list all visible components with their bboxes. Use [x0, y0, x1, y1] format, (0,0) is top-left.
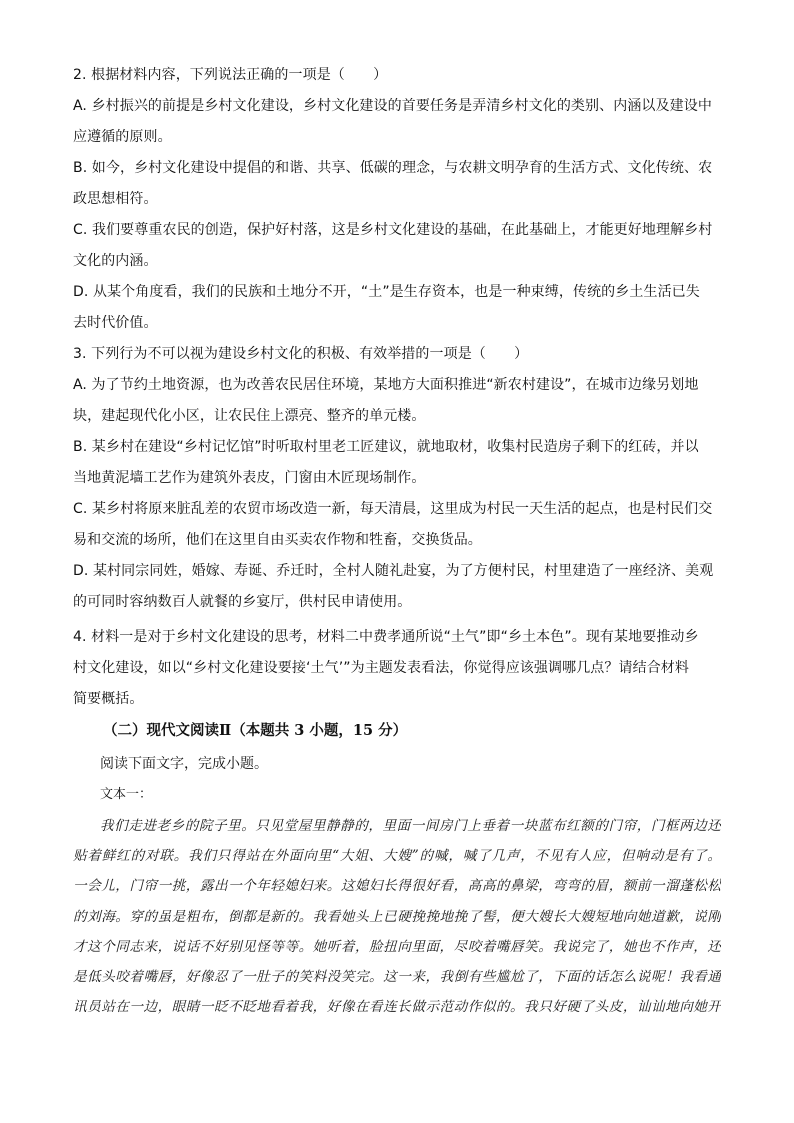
question-3-option-c: C. 某乡村将原来脏乱差的农贸市场改造一新，每天清晨，这里成为村民一天生活的起点，也是村民们交 — [73, 501, 713, 517]
question-2-option-a: A. 乡村振兴的前提是乡村文化建设，乡村文化建设的首要任务是弄清乡村文化的类别、内涵以及建设中 — [73, 98, 712, 114]
question-3-option-d-cont: 的可同时容纳数百人就餐的乡宴厅，供村民申请使用。 — [73, 594, 412, 610]
question-3 — [73, 339, 719, 618]
question-3-option-a-cont: 块，建起现代化小区，让农民住上漂亮、整齐的单元楼。 — [73, 408, 426, 424]
question-2-option-b: B. 如今，乡村文化建设中提倡的和谐、共享、低碳的理念，与农耕文明孕育的生活方式、文化传统、农 — [73, 160, 713, 176]
passage-line: 讯员站在一边，眼睛一眨不眨地看着我，好像在看连长做示范动作似的。我只好硬了头皮，讪讪地向她开 — [73, 999, 721, 1016]
question-3-option-a: A. 为了节约土地资源，也为改善农民居住环境，某地方大面积推进“新农村建设”，在城市边缘另划地 — [73, 377, 699, 393]
reading-passage — [73, 811, 721, 1022]
question-3-stem: 3. 下列行为不可以视为建设乡村文化的积极、有效举措的一项是（ ） — [73, 346, 529, 362]
passage-line: 我们走进老乡的院子里。只见堂屋里静静的，里面一间房门上垂着一块蓝布红额的门帘，门框两边还 — [100, 818, 721, 834]
passage-line: 是低头咬着嘴唇，好像忍了一肚子的笑料没笑完。这一来，我倒有些尴尬了，下面的话怎么说呢！我看通 — [73, 969, 721, 986]
passage-line: 贴着鲜红的对联。我们只得站在外面向里“大姐、大嫂”的喊，喊了几声，不见有人应，但响动是有了。 — [73, 848, 721, 865]
question-2 — [73, 60, 719, 339]
question-3-option-c-cont: 易和交流的场所，他们在这里自由买卖农作物和牲畜，交换货品。 — [73, 532, 482, 548]
question-2-option-d-cont: 去时代价值。 — [73, 315, 158, 331]
question-3-option-b: B. 某乡村在建设“乡村记忆馆”时听取村里老工匠建议，就地取材，收集村民造房子剩下的红砖，并以 — [73, 439, 699, 455]
section-heading: （二）现代文阅读Ⅱ（本题共 3 小题，15 分） — [103, 722, 408, 739]
passage-line: 才这个同志来，说话不好别见怪等等。她听着，脸扭向里面，尽咬着嘴唇笑。我说完了，她也不作声，还 — [73, 938, 721, 955]
reading-instruction: 阅读下面文字，完成小题。 — [100, 756, 268, 772]
question-4-line: 4. 材料一是对于乡村文化建设的思考，材料二中费孝通所说“土气”即“乡土本色”。现有某地要推动乡 — [73, 629, 699, 645]
passage-line: 一会儿，门帘一挑，露出一个年轻媳妇来。这媳妇长得很好看，高高的鼻梁，弯弯的眉，额前一溜蓬松松 — [73, 878, 721, 895]
passage-line: 的刘海。穿的虽是粗布，倒都是新的。我看她头上已硬挽挽地挽了髻，便大嫂长大嫂短地向她道歉，说刚 — [73, 908, 721, 925]
question-3-option-b-cont: 当地黄泥墙工艺作为建筑外表皮，门窗由木匠现场制作。 — [73, 470, 426, 486]
question-2-option-a-cont: 应遵循的原则。 — [73, 129, 172, 145]
question-2-option-d: D. 从某个角度看，我们的民族和土地分不开，“土”是生存资本，也是一种束缚，传统的乡土生活已失 — [73, 284, 700, 300]
question-4-line: 简要概括。 — [73, 691, 144, 707]
question-2-stem: 2. 根据材料内容，下列说法正确的一项是（ ） — [73, 67, 388, 83]
question-2-option-c: C. 我们要尊重农民的创造，保护好村落，这是乡村文化建设的基础，在此基础上，才能更好地理解乡村 — [73, 222, 713, 238]
question-3-option-d: D. 某村同宗同姓，婚嫁、寿诞、乔迁时，全村人随礼赴宴，为了方便村民，村里建造了一座经济、美观 — [73, 563, 714, 579]
question-2-option-c-cont: 文化的内涵。 — [73, 253, 158, 269]
question-2-option-b-cont: 政思想相符。 — [73, 191, 158, 207]
question-4-line: 村文化建设，如以“乡村文化建设要接‘土气’”为主题发表看法，你觉得应该强调哪几点？请结合材料 — [73, 660, 690, 676]
question-4 — [73, 622, 719, 715]
text-one-label: 文本一： — [100, 787, 153, 802]
